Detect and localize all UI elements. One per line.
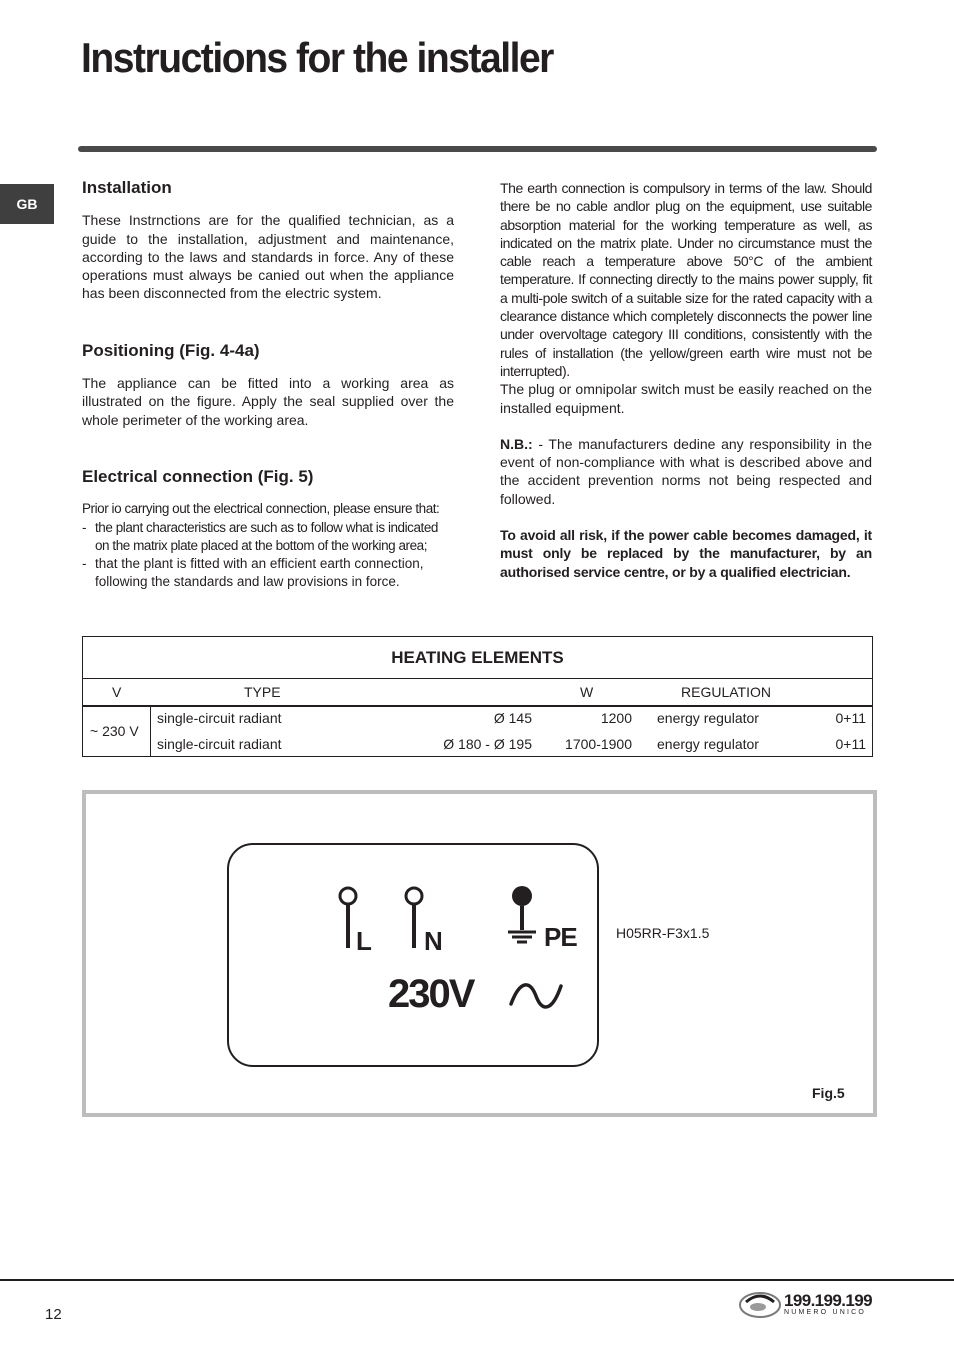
range-cell: 0+11 <box>835 710 866 726</box>
header-rule <box>78 146 877 152</box>
voltage-cell: ~ 230 V <box>90 723 139 739</box>
figure-caption: Fig.5 <box>812 1085 845 1101</box>
electrical-intro: Prior io carrying out the electrical connection, please ensure that: <box>82 501 440 517</box>
service-tagline: NUMERO UNICO <box>784 1309 867 1316</box>
watt-cell: 1700-1900 <box>565 736 632 752</box>
terminal-pe-label: PE <box>544 922 577 952</box>
page-title: Instructions for the installer <box>81 34 553 81</box>
header-regulation: REGULATION <box>681 684 771 700</box>
terminal-l-label: L <box>356 926 371 956</box>
nb-text: - The manufacturers dedine any responsibility in the event of non-compliance with what is described above and the accident prevention norms not being respected and followed. <box>500 435 872 507</box>
terminal-n-label: N <box>424 926 442 956</box>
electrical-heading: Electrical connection (Fig. 5) <box>82 466 314 486</box>
diameter-cell: Ø 145 <box>493 710 532 726</box>
service-phone-number: 199.199.199 <box>784 1291 872 1310</box>
table-header-row <box>83 679 872 707</box>
positioning-text: The appliance can be fitted into a working area as illustrated on the figure. Apply the seal supplied over the whole perimeter of the working area. <box>82 375 454 428</box>
table-title: HEATING ELEMENTS <box>83 637 872 679</box>
phone-handset-icon <box>738 1288 782 1320</box>
type-cell: single-circuit radiant <box>157 736 282 752</box>
left-column <box>82 179 454 592</box>
list-item: - the plant characteristics are such as to follow what is indicated on the matrix plate placed at the bottom of the working area; <box>82 519 454 556</box>
table-divider <box>150 707 151 756</box>
alternating-current-icon <box>508 978 564 1014</box>
plug-text: The plug or omnipolar switch must be easily reached on the installed equipment. <box>500 381 872 416</box>
nb-paragraph <box>500 435 872 508</box>
list-item: - that the plant is fitted with an efficient earth connection, following the standards and law provisions in force. <box>82 555 454 592</box>
installation-text: These Instrnctions are for the qualified technician, as a guide to the installation, adjustment and maintenance, according to the laws and standards in force. Any of these operations must always be canied out when the appliance has been disconnected from the electric system. <box>82 212 454 302</box>
nb-label: N.B.: <box>500 435 533 452</box>
line-terminal-icon <box>340 888 356 948</box>
earth-connection-text: The earth connection is compulsory in terms of the law. Should there be no cable andlor plug on the equipment, use suitable absorption material for the working temperature as well, as indicated on the matrix plate. Under no circumstance must the cable reach a temperature above 50°C of the ambient temperature. If connecting directly to the mains power supply, fit a multi-pole switch of a suitable size for the rated capacity with a clearance distance which completely disconnects the power line under overvoltage category III conditions, consistently with the rules of installation (the yellow/green earth wire must not be interrupted). <box>500 180 872 379</box>
warning-text: To avoid all risk, if the power cable becomes damaged, it must only be replaced by the manufacturer, by an authorised service centre, or by a qualified electrician. <box>500 527 872 580</box>
regulation-cell: energy regulator <box>657 710 759 726</box>
cable-spec: H05RR-F3x1.5 <box>616 925 710 941</box>
header-type: TYPE <box>244 684 281 700</box>
plate-voltage: 230V <box>388 972 474 1016</box>
type-cell: single-circuit radiant <box>157 710 282 726</box>
header-w: W <box>580 684 594 700</box>
heating-elements-table <box>82 636 873 757</box>
page-number: 12 <box>45 1306 62 1323</box>
header-v: V <box>112 684 122 700</box>
installation-heading: Installation <box>82 178 172 197</box>
electrical-checklist <box>82 519 454 592</box>
range-cell: 0+11 <box>835 736 866 752</box>
positioning-heading: Positioning (Fig. 4-4a) <box>82 340 260 360</box>
diameter-cell: Ø 180 - Ø 195 <box>443 736 532 752</box>
regulation-cell: energy regulator <box>657 736 759 752</box>
language-tab: GB <box>0 184 54 224</box>
watt-cell: 1200 <box>600 710 632 726</box>
neutral-terminal-icon <box>406 888 422 948</box>
earth-terminal-icon <box>508 886 536 942</box>
right-column <box>500 179 872 581</box>
footer-rule <box>0 1279 954 1281</box>
